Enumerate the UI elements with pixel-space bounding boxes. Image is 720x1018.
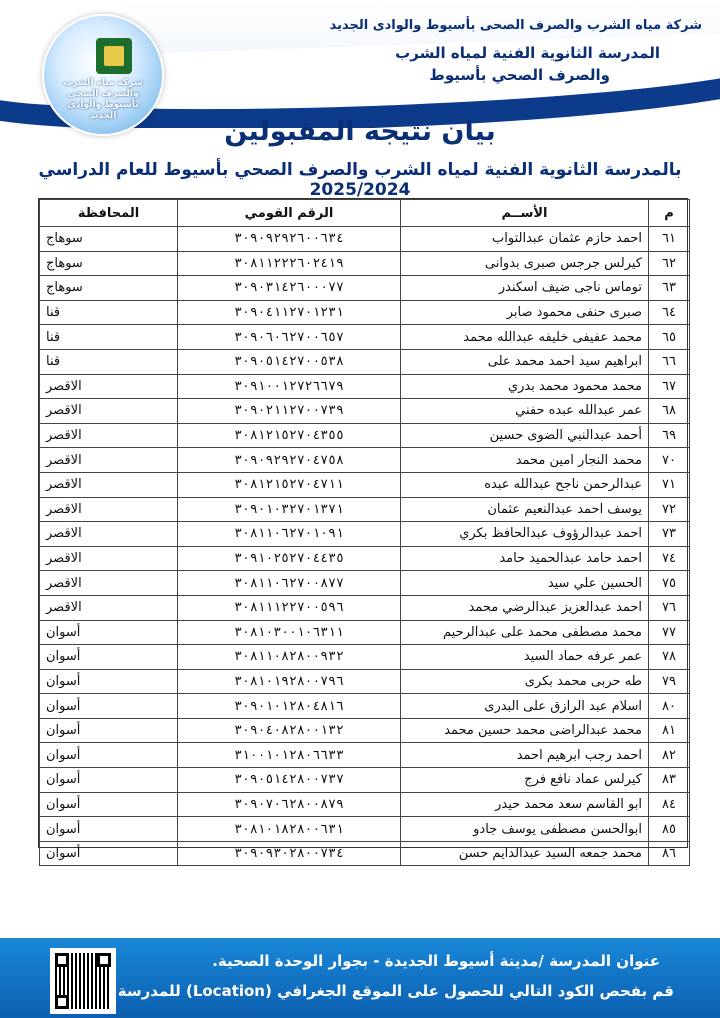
row-governorate: أسوان [40,768,178,793]
row-num: ٧٣ [649,522,690,547]
row-governorate: الاقصر [40,522,178,547]
row-num: ٧١ [649,472,690,497]
row-national-id: ٣٠٩٠٦٠٦٢٧٠٠٦٥٧ [178,325,401,350]
row-governorate: الاقصر [40,399,178,424]
row-name: توماس ناجى ضيف اسكندر [401,276,649,301]
row-name: عبدالرحمن ناجح عبدالله عبده [401,472,649,497]
table-header-row [40,200,690,227]
row-name: ابراهيم سيد احمد محمد على [401,349,649,374]
row-name: اسلام عبد الرازق على البدرى [401,694,649,719]
table-row [40,300,690,325]
table-body [40,227,690,866]
row-national-id: ٣٠٩٠٣١٤٢٦٠٠٠٧٧ [178,276,401,301]
row-national-id: ٣٠٨١١١٢٢٧٠٠٥٩٦ [178,595,401,620]
table-row [40,227,690,252]
row-governorate: أسوان [40,792,178,817]
school-address: عنوان المدرسة /مدينة أسيوط الجديدة - بجوار الوحدة الصحية. [212,952,660,970]
table-row [40,768,690,793]
row-national-id: ٣٠٩٠٤١١٢٧٠١٢٣١ [178,300,401,325]
row-national-id: ٣٠٩٠٥١٤٢٧٠٠٥٣٨ [178,349,401,374]
row-national-id: ٣٠٩١٠٢٥٢٧٠٤٤٣٥ [178,546,401,571]
table-row [40,399,690,424]
row-national-id: ٣٠٩٠٥١٤٢٨٠٠٧٣٧ [178,768,401,793]
row-name: ابو القاسم سعد محمد حيدر [401,792,649,817]
table-row [40,276,690,301]
company-name: شركة مياه الشرب والصرف الصحى بأسيوط والوادى الجديد [329,18,702,33]
row-governorate: الاقصر [40,497,178,522]
header-name: الأســم [401,200,649,227]
table-row [40,718,690,743]
row-national-id: ٣٠٩٠٧٠٦٢٨٠٠٨٧٩ [178,792,401,817]
row-governorate: أسوان [40,620,178,645]
row-name: محمد عفيفى خليفه عبدالله محمد [401,325,649,350]
row-name: كيرلس جرجس صبرى بدوانى [401,251,649,276]
row-national-id: ٣٠٩٠٩٢٩٢٦٠٠٦٣٤ [178,227,401,252]
table-row [40,497,690,522]
row-num: ٧٦ [649,595,690,620]
row-national-id: ٣٠٨١٠١٨٢٨٠٠٦٣١ [178,817,401,842]
row-national-id: ٣٠٩٠١٠٣٢٧٠١٣٧١ [178,497,401,522]
row-governorate: أسوان [40,841,178,866]
row-num: ٦١ [649,227,690,252]
row-num: ٨٥ [649,817,690,842]
qr-code-icon[interactable] [50,948,116,1014]
row-national-id: ٣٠٨١٢١٥٢٧٠٤٧١١ [178,472,401,497]
results-table-container [38,198,688,862]
row-num: ٦٦ [649,349,690,374]
table-row [40,349,690,374]
row-num: ٨٣ [649,768,690,793]
row-name: محمد جمعه السيد عبدالدايم حسن [401,841,649,866]
row-governorate: الاقصر [40,571,178,596]
row-national-id: ٣١٠٠١٠١٢٨٠٦٦٣٣ [178,743,401,768]
logo-emblem-icon [96,38,132,74]
table-row [40,595,690,620]
row-national-id: ٣٠٩٠٢١١٢٧٠٠٧٣٩ [178,399,401,424]
row-governorate: الاقصر [40,374,178,399]
table-row [40,522,690,547]
row-governorate: سوهاج [40,251,178,276]
table-row [40,669,690,694]
row-num: ٦٢ [649,251,690,276]
row-national-id: ٣٠٩١٠٠١٢٧٢٦٦٧٩ [178,374,401,399]
page-footer [0,938,720,1018]
row-num: ٦٥ [649,325,690,350]
results-table [39,199,690,866]
row-name: ابوالحسن مصطفى يوسف جادو [401,817,649,842]
row-governorate: أسوان [40,694,178,719]
table-row [40,423,690,448]
row-num: ٧٩ [649,669,690,694]
row-name: كيرلس عماد نافع فرج [401,768,649,793]
row-governorate: قنا [40,300,178,325]
row-governorate: أسوان [40,669,178,694]
table-row [40,571,690,596]
row-governorate: الاقصر [40,448,178,473]
row-num: ٧٨ [649,645,690,670]
header-num: م [649,200,690,227]
row-num: ٦٩ [649,423,690,448]
row-national-id: ٣٠٨١٠١٩٢٨٠٠٧٩٦ [178,669,401,694]
table-row [40,694,690,719]
row-name: طه حربى محمد بكرى [401,669,649,694]
logo-text: شركة مياه الشرب والصرف الصحى بأسيوط والوادى الجديد [63,78,143,121]
row-num: ٧٠ [649,448,690,473]
row-name: عمر عرفه حماد السيد [401,645,649,670]
header-national-id: الرقم القومي [178,200,401,227]
row-name: محمد عبدالراضى محمد حسين محمد [401,718,649,743]
row-national-id: ٣٠٨١١٠٨٢٨٠٠٩٣٢ [178,645,401,670]
row-governorate: الاقصر [40,546,178,571]
row-name: محمد مصطفى محمد على عبدالرحيم [401,620,649,645]
page-subtitle: بالمدرسة الثانوية الفنية لمياه الشرب والصرف الصحي بأسيوط للعام الدراسي 2025/2024 [38,160,682,200]
row-national-id: ٣٠٨١١٠٦٢٧٠٠٨٧٧ [178,571,401,596]
page-title: بيان نتيجة المقبولين [224,116,496,147]
row-national-id: ٣٠٨١٢١٥٢٧٠٤٣٥٥ [178,423,401,448]
table-row [40,472,690,497]
row-name: الحسين علي سيد [401,571,649,596]
row-national-id: ٣٠٩٠٩٢٩٢٧٠٤٧٥٨ [178,448,401,473]
table-row [40,841,690,866]
row-name: احمد حازم عثمان عبدالتواب [401,227,649,252]
row-name: أحمد عبدالنبي الضوى حسين [401,423,649,448]
table-row [40,374,690,399]
table-row [40,251,690,276]
row-num: ٦٤ [649,300,690,325]
row-name: احمد حامد عبدالحميد حامد [401,546,649,571]
school-name-line2: والصرف الصحي بأسيوط [429,66,610,84]
row-num: ٧٤ [649,546,690,571]
row-num: ٦٧ [649,374,690,399]
table-row [40,546,690,571]
row-name: محمد محمود محمد بدري [401,374,649,399]
table-row [40,325,690,350]
header-governorate: المحافظة [40,200,178,227]
row-num: ٧٧ [649,620,690,645]
row-governorate: الاقصر [40,595,178,620]
row-governorate: أسوان [40,817,178,842]
row-national-id: ٣٠٨١١٠٦٢٧٠١٠٩١ [178,522,401,547]
row-national-id: ٣٠٩٠١٠١٢٨٠٤٨١٦ [178,694,401,719]
row-governorate: أسوان [40,718,178,743]
row-name: احمد عبدالرؤوف عبدالحافظ بكري [401,522,649,547]
row-num: ٧٢ [649,497,690,522]
table-row [40,743,690,768]
row-num: ٨٤ [649,792,690,817]
table-row [40,448,690,473]
row-num: ٦٨ [649,399,690,424]
row-national-id: ٣٠٨١١٢٢٢٦٠٢٤١٩ [178,251,401,276]
table-row [40,817,690,842]
row-governorate: سوهاج [40,276,178,301]
row-governorate: أسوان [40,743,178,768]
row-name: عمر عبدالله عبده حفني [401,399,649,424]
row-num: ٧٥ [649,571,690,596]
table-row [40,620,690,645]
row-num: ٨٦ [649,841,690,866]
row-national-id: ٣٠٩٠٩٣٠٢٨٠٠٧٣٤ [178,841,401,866]
table-row [40,792,690,817]
row-governorate: الاقصر [40,472,178,497]
row-name: احمد رجب ابرهيم احمد [401,743,649,768]
qr-instruction: قم بفحص الكود التالي للحصول على الموقع الجغرافي (Location) للمدرسة [117,982,674,1000]
row-national-id: ٣٠٩٠٤٠٨٢٨٠٠١٣٢ [178,718,401,743]
table-row [40,645,690,670]
school-name-line1: المدرسة الثانوية الفنية لمياه الشرب [395,44,660,62]
row-name: يوسف احمد عبدالنعيم عثمان [401,497,649,522]
row-num: ٨١ [649,718,690,743]
row-national-id: ٣٠٨١٠٣٠٠١٠٦٣١١ [178,620,401,645]
row-governorate: الاقصر [40,423,178,448]
row-num: ٨٠ [649,694,690,719]
row-name: احمد عبدالعزيز عبدالرضي محمد [401,595,649,620]
row-num: ٦٣ [649,276,690,301]
row-name: صبرى حنفى محمود صابر [401,300,649,325]
row-governorate: قنا [40,325,178,350]
row-name: محمد النجار امين محمد [401,448,649,473]
row-num: ٨٢ [649,743,690,768]
row-governorate: قنا [40,349,178,374]
row-governorate: أسوان [40,645,178,670]
row-governorate: سوهاج [40,227,178,252]
